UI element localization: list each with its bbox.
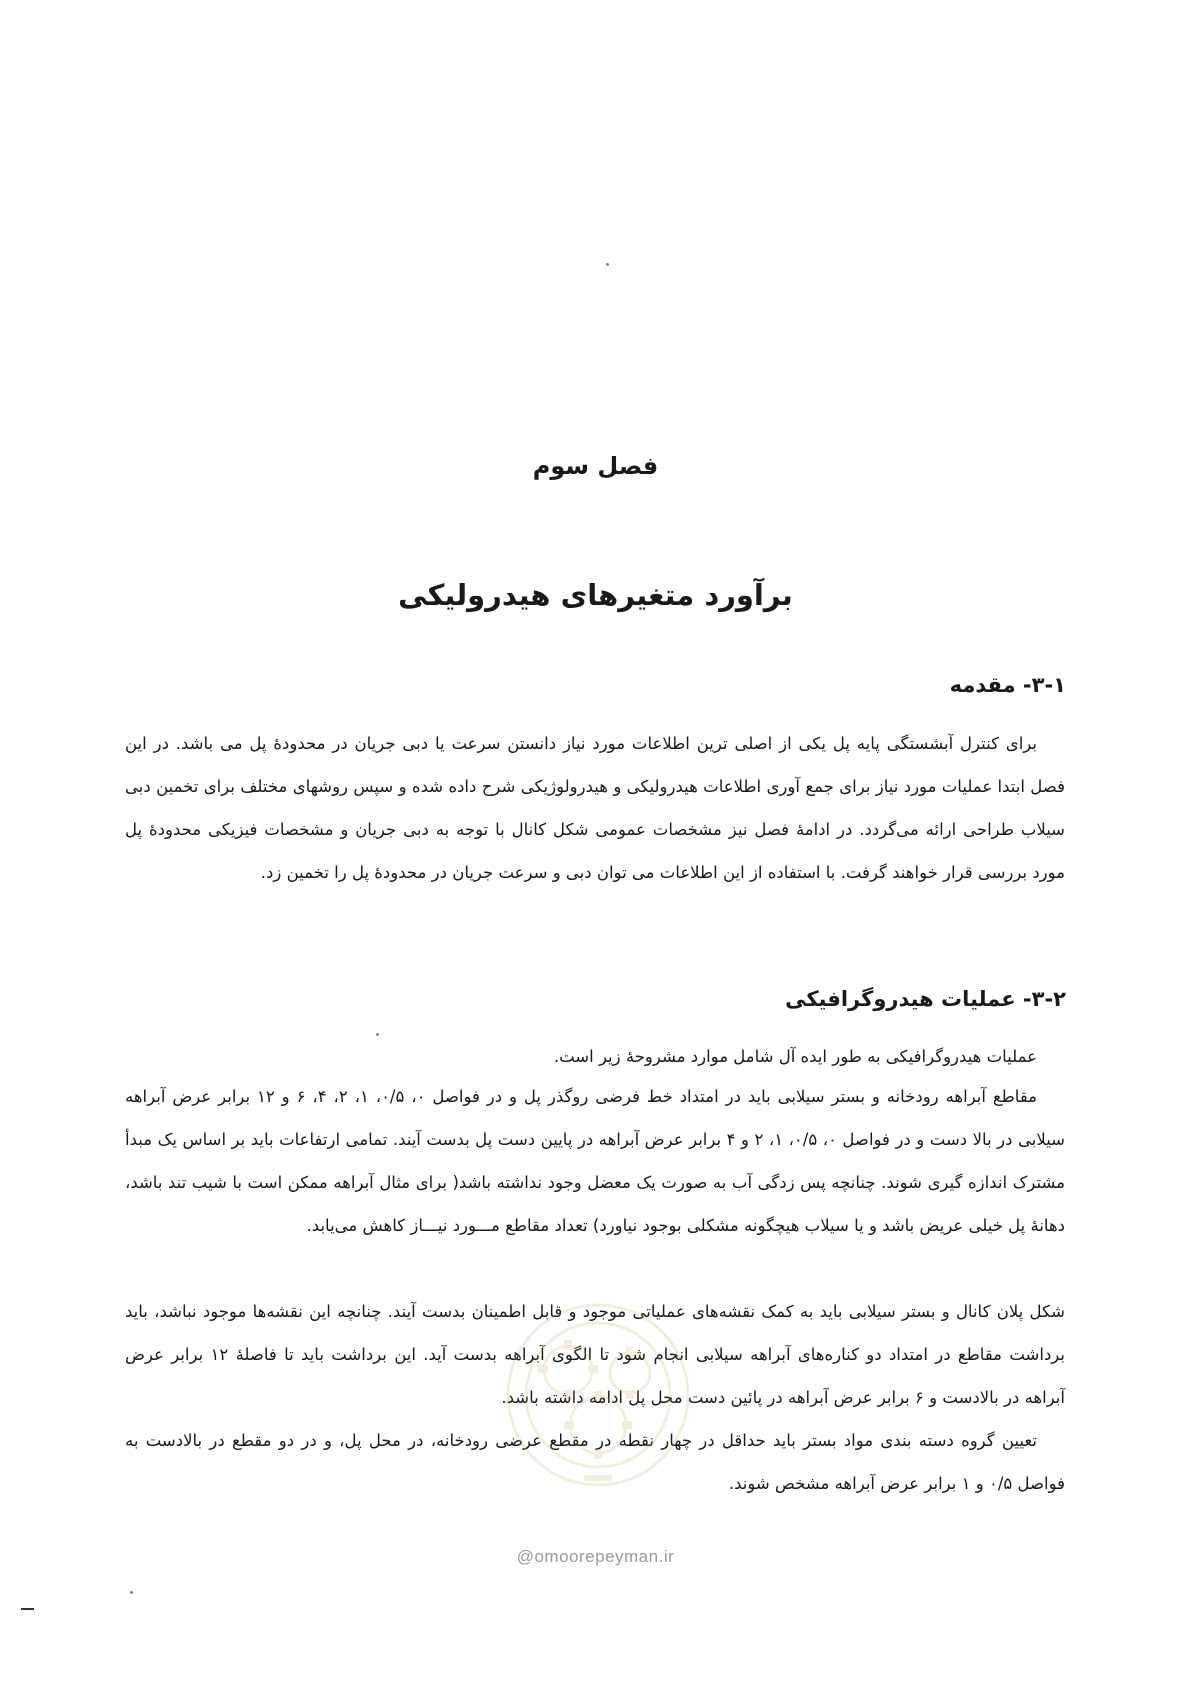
chapter-label: فصل سوم bbox=[532, 452, 659, 480]
paragraph-bed-material: تعیین گروه دسته بندی مواد بستر باید حداقل در چهار نقطه در مقطع عرضی رودخانه، در محل پل، و در دو مقطع در بالادست به فواصل ۰/۵ و ۱ برابر عرض آبراهه مشخص شوند. bbox=[125, 1431, 1065, 1493]
section-heading-hydrographic-operations: ۳-۲- عملیات هیدروگرافیکی bbox=[785, 987, 1066, 1011]
paragraph-hydrographic-intro: عملیات هیدروگرافیکی به طور ایده آل شامل موارد مشروحهٔ زیر است. bbox=[553, 1047, 1037, 1066]
scan-speck bbox=[606, 263, 609, 266]
section-heading-introduction: ۳-۱- مقدمه bbox=[949, 673, 1066, 697]
paragraph-channel-plan: شکل پلان کانال و بستر سیلابی باید به کمک نقشه‌های عملیاتی موجود و قابل اطمینان بدست آیند. چنانچه این نقشه‌ها موجود نباشد، باید برداشت مقاطع در امتداد دو کناره‌های آبراهه سیلابی انجام شود تا الگوی آبراهه بدست آید. این برداشت باید تا فاصلهٔ ۱۲ برابر عرض آبراهه در بالادست و ۶ برابر عرض آبراهه در پائین دست محل پل ادامه داشته باشد. bbox=[125, 1302, 1065, 1407]
page-mark bbox=[21, 1608, 34, 1610]
watermark-caption: @omoorepeyman.ir bbox=[516, 1547, 675, 1566]
paragraph-introduction: برای کنترل آبشستگی پایه پل یکی از اصلی ترین اطلاعات مورد نیاز دانستن سرعت یا دبی جریان در محدودهٔ پل می باشد. در این فصل ابتدا عملیات مورد نیاز برای جمع آوری اطلاعات هیدرولیکی و هیدرولوژیکی شرح داده شده و سپس روشهای مختلف برای تخمین دبی سیلاب طراحی ارائه می‌گردد. در ادامهٔ فصل نیز مشخصات عمومی شکل کانال با توجه به دبی جریان و مشخصات فیزیکی محدودهٔ پل مورد بررسی قرار خواهند گرفت. با استفاده از این اطلاعات می توان دبی و سرعت جریان در محدودهٔ پل را تخمین زد. bbox=[125, 734, 1065, 882]
gear-seal-logo-icon bbox=[498, 1285, 698, 1545]
scan-speck bbox=[130, 1591, 133, 1594]
chapter-title: برآورد متغیرهای هیدرولیکی bbox=[398, 578, 793, 612]
paragraph-river-sections: مقاطع آبراهه رودخانه و بستر سیلابی باید در امتداد خط فرضی روگذر پل و در فواصل ۰، ۰/۵، ۱، ۲، ۴، ۶ و ۱۲ برابر عرض آبراهه سیلابی در بالا دست و در فواصل ۰، ۰/۵، ۱، ۲ و ۴ برابر عرض آبراهه در پایین دست پل بدست آیند. تمامی ارتفاعات باید بر اساس یک مبدأ مشترک اندازه گیری شوند. چنانچه پس زدگی آب به صورت یک معضل وجود نداشته باشد( برای مثال آبراهه ممکن است با شیب تند باشد، دهانهٔ پل خیلی عریض باشد و یا سیلاب هیچگونه مشکلی بوجود نیاورد) تعداد مقاطع مـــورد نیـــاز کاهش می‌یابد. bbox=[125, 1087, 1065, 1235]
